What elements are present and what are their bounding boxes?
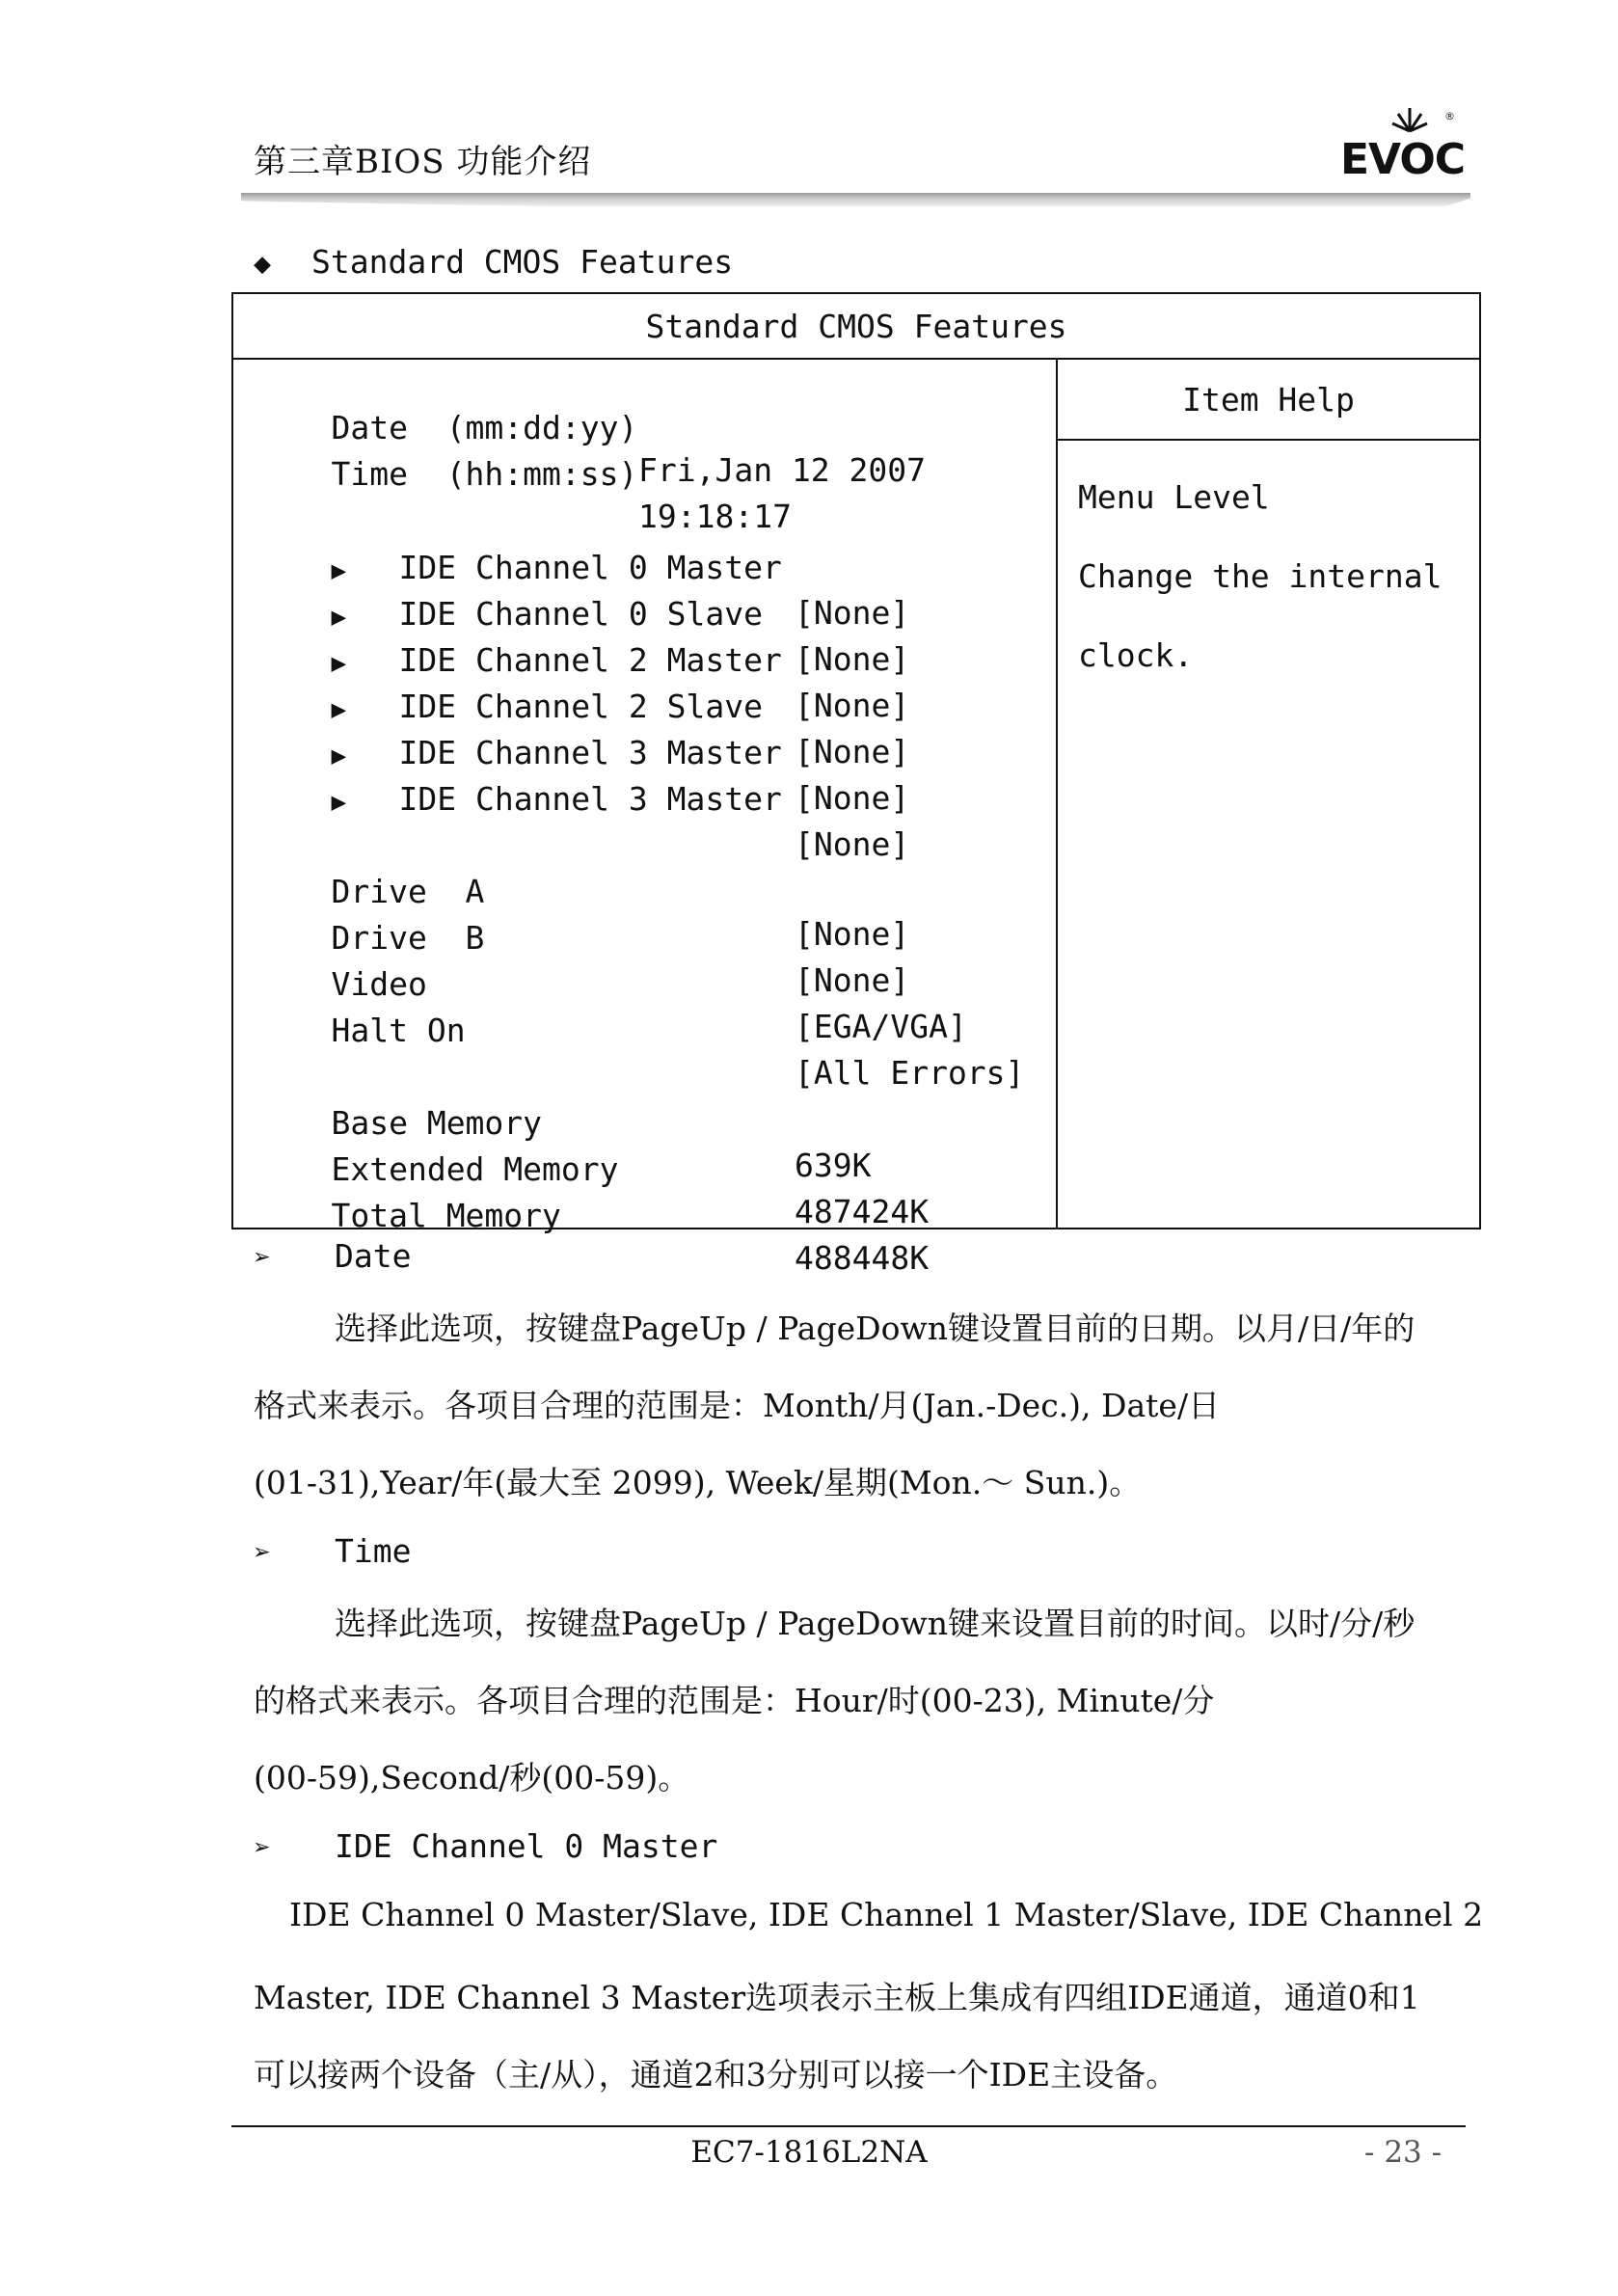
ide-item-label: IDE Channel 0 Master [398,549,782,586]
ide-item-value[interactable]: [None] [795,594,910,632]
ide-channel-3-master-item[interactable] [255,736,910,863]
ide-item-value[interactable]: [None] [795,687,910,724]
time-label: Time (hh:mm:ss) [331,455,638,493]
ide-item-value[interactable]: [None] [795,640,910,678]
ide-item-label: IDE Channel 2 Master [398,641,782,679]
setting-label: Halt On [331,1012,466,1049]
ide-heading-text: IDE Channel 0 Master [335,1827,718,1865]
footer-page-number: - 23 - [1364,2135,1443,2170]
header-rule [241,193,1470,206]
memory-label: Extended Memory [331,1150,619,1188]
diamond-bullet-icon: ◆ [254,247,272,281]
help-line: Change the internal [1078,557,1443,595]
memory-value: 488448K [795,1239,930,1277]
memory-value: 639K [795,1147,872,1184]
ide-para-line: IDE Channel 0 Master/Slave, IDE Channel 1 Master/Slave, IDE Channel 2 [289,1896,1484,1933]
evoc-logo [1340,108,1466,185]
time-heading-text: Time [335,1532,412,1570]
date-label: Date (mm:dd:yy) [331,409,638,446]
section-heading [254,243,733,281]
setting-label: Video [331,965,427,1003]
date-para-line: 选择此选项，按键盘PageUp / PageDown键设置目前的日期。以月/日/年的 [335,1310,1416,1347]
memory-value: 487424K [795,1193,930,1230]
ide-item-label: IDE Channel 2 Slave [398,688,763,725]
bios-title: Standard CMOS Features [233,294,1479,360]
setting-value[interactable]: [EGA/VGA] [795,1008,967,1045]
bios-screen [231,292,1481,1277]
time-para-line: 的格式来表示。各项目合理的范围是：Hour/时(00-23), Minute/分 [254,1682,1215,1719]
time-para-line: (00-59),Second/秒(00-59)。 [254,1759,690,1796]
footer-model: EC7-1816L2NA [690,2135,928,2170]
section-title: Standard CMOS Features [311,243,734,281]
ide-para-line: Master, IDE Channel 3 Master选项表示主板上集成有四组IDE通道，通道0和1 [254,1979,1420,2016]
setting-value[interactable]: [All Errors] [795,1054,1025,1092]
memory-label: Base Memory [331,1104,543,1142]
ide-para-line: 可以接两个设备（主/从），通道2和3分别可以接一个IDE主设备。 [254,2056,1178,2093]
setting-value[interactable]: [None] [795,915,910,953]
star-burst-icon [1390,104,1429,133]
date-para-line: (01-31),Year/年(最大至 2099), Week/星期(Mon.～ Sun.)。 [254,1464,1142,1501]
ide-channel-3-master-item[interactable] [255,689,910,817]
chapter-title: 第三章BIOS 功能介绍 [254,143,592,181]
submenu-arrow-icon: ▶ [331,742,347,770]
ide-item-value[interactable]: [None] [795,779,910,817]
time-para-line: 选择此选项，按键盘PageUp / PageDown键来设置目前的时间。以时/分/秒 [335,1605,1416,1642]
memory-label: Total Memory [331,1197,561,1234]
ide-item-label: IDE Channel 0 Slave [398,595,763,633]
ide-item-value[interactable]: [None] [795,825,910,863]
registered-mark: ® [1444,110,1455,122]
logo-text: EVOC [1340,135,1466,184]
submenu-arrow-icon: ▶ [331,788,347,817]
submenu-arrow-icon: ▶ [331,695,347,724]
item-help-body [1078,458,1464,695]
date-para-line: 格式来表示。各项目合理的范围是：Month/月(Jan.-Dec.), Date/日 [254,1387,1221,1424]
ide-item-value[interactable]: [None] [795,733,910,770]
ide-item-label: IDE Channel 3 Master [398,734,782,771]
ide-heading [254,1827,717,1865]
time-value[interactable]: 19:18:17 [638,498,792,535]
submenu-arrow-icon: ▶ [331,649,347,678]
date-heading-text: Date [335,1237,412,1275]
footer-rule [231,2125,1466,2127]
date-heading [254,1237,411,1275]
help-line: clock. [1078,636,1194,674]
date-value[interactable]: Fri,Jan 12 2007 [638,451,927,489]
setting-label: Drive B [331,919,485,957]
item-help-title: Item Help [1058,360,1479,441]
setting-label: Drive A [331,873,485,910]
help-line: Menu Level [1078,478,1270,516]
submenu-arrow-icon: ▶ [331,603,347,632]
arrow-bullet-icon: ➢ [254,1536,272,1570]
setting-value[interactable]: [None] [795,961,910,999]
arrow-bullet-icon: ➢ [254,1831,272,1865]
ide-item-label: IDE Channel 3 Master [398,780,782,818]
arrow-bullet-icon: ➢ [254,1241,272,1275]
submenu-arrow-icon: ▶ [331,556,347,585]
bios-column-divider [1056,360,1058,1229]
time-heading [254,1532,411,1570]
